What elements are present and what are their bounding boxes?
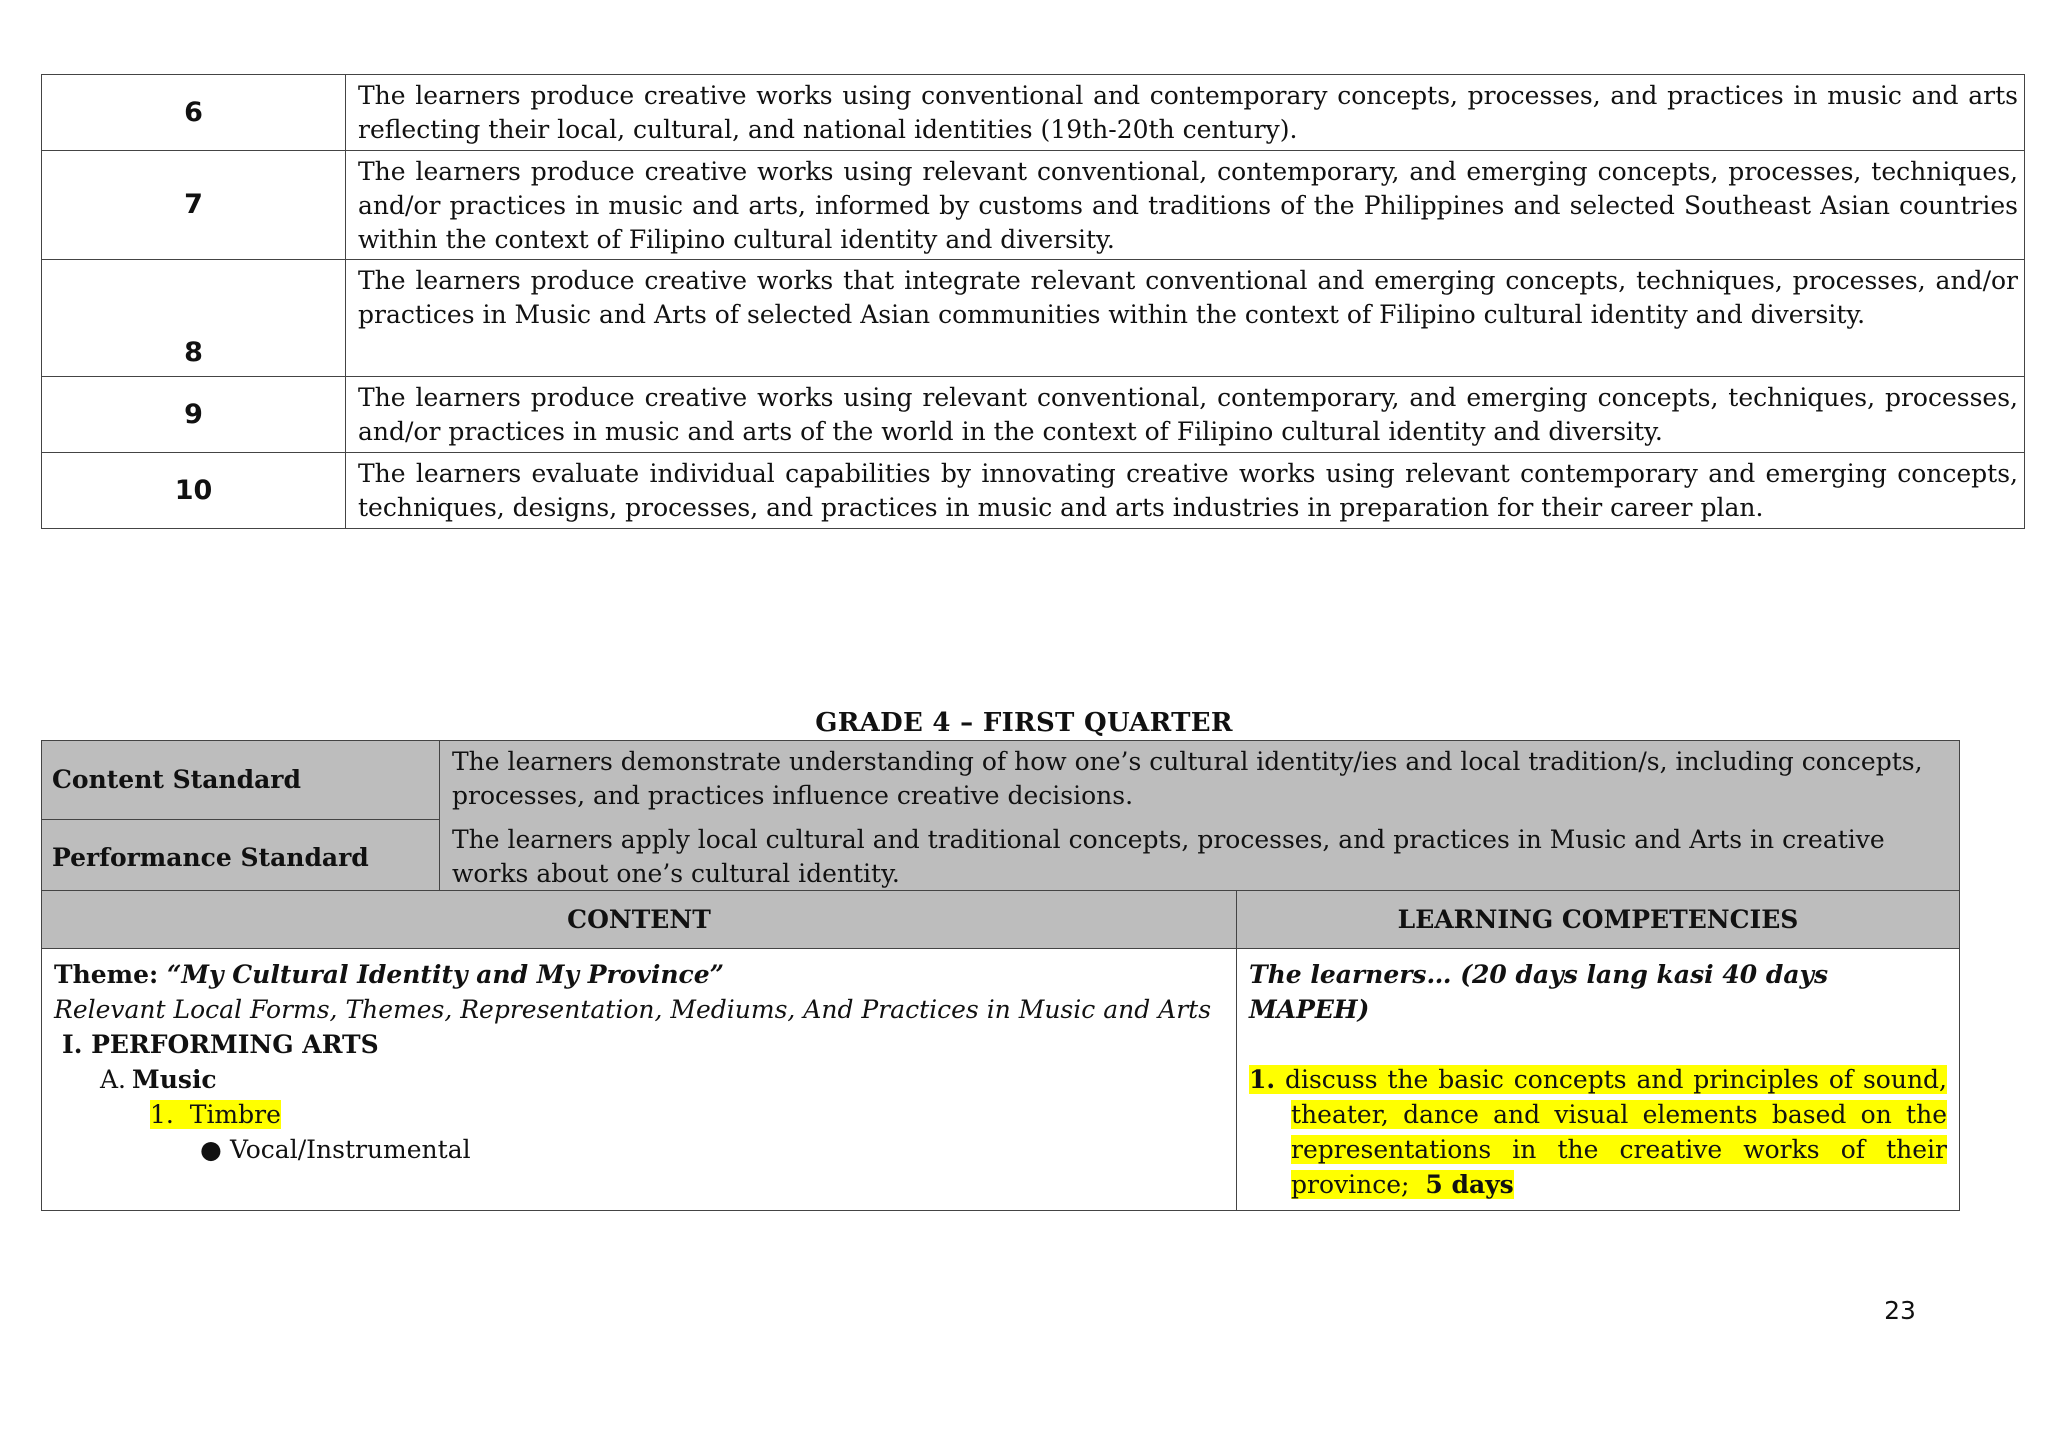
theme-title: “My Cultural Identity and My Province” (167, 960, 725, 989)
bullet-item (54, 1132, 1224, 1167)
table-row (42, 260, 2025, 377)
content-standard-text: The learners demonstrate understanding of how one’s cultural identity/ies and local tradition/s, including concepts, processes, and practices influence creative decisions. (440, 741, 1960, 820)
grade-standard-text: The learners evaluate individual capabilities by innovating creative works using relevant contemporary and emerging concepts, techniques, designs, processes, and practices in music and arts industries in preparation for their career plan. (346, 453, 2025, 529)
competency-number: 1. (1249, 1065, 1276, 1094)
grade-number: 9 (42, 377, 346, 453)
grade-number: 10 (42, 453, 346, 529)
competency-days: 5 days (1425, 1170, 1514, 1199)
competency-text: discuss the basic concepts and principles of sound, theater, dance and visual elements based on the representations in the creative works of their province; (1284, 1065, 1948, 1199)
grade-standard-text: The learners produce creative works using relevant conventional, contemporary, and emerging concepts, processes, techniques, and/or practices in music and arts, informed by customs and traditions of the Philippines and selected Southeast Asian countries within the context of Filipino cultural identity and diversity. (346, 151, 2025, 260)
content-standard-label: Content Standard (42, 741, 440, 820)
item-number: 1. (150, 1100, 174, 1129)
table-row (42, 949, 1960, 1211)
subsection (54, 1062, 1224, 1097)
performance-standard-text: The learners apply local cultural and traditional concepts, processes, and practices in Music and Arts in creative works about one’s cultural identity. (440, 819, 1960, 897)
competency-item (1249, 1062, 1947, 1202)
table-header-row (42, 891, 1960, 949)
grade-number: 6 (42, 75, 346, 151)
competencies-header: LEARNING COMPETENCIES (1237, 891, 1960, 949)
grade-number: 7 (42, 151, 346, 260)
table-row (42, 377, 2025, 453)
table-row (42, 151, 2025, 260)
competency-highlight (1249, 1065, 1947, 1199)
content-cell (42, 949, 1237, 1211)
content-header: CONTENT (42, 891, 1237, 949)
relevant-forms: Relevant Local Forms, Themes, Representation, Mediums, And Practices in Music and Arts (54, 995, 1212, 1024)
theme-line (54, 957, 1224, 992)
bullet-icon: ● (200, 1135, 222, 1164)
standards-table (41, 740, 1960, 897)
performance-standard-label: Performance Standard (42, 819, 440, 897)
table-row (42, 75, 2025, 151)
table-row (42, 453, 2025, 529)
competencies-cell (1237, 949, 1960, 1211)
table-row (42, 819, 1960, 897)
item-highlight (150, 1100, 281, 1129)
competencies-intro: The learners… (20 days lang kasi 40 days MAPEH) (1249, 960, 1829, 1024)
content-table (41, 890, 1960, 1211)
grade-standard-text: The learners produce creative works that integrate relevant conventional and emerging concepts, techniques, processes, and/or practices in Music and Arts of selected Asian communities within the context of Filipino cultural identity and diversity. (346, 260, 2025, 377)
page-number: 23 (1884, 1296, 1916, 1325)
quarter-title: GRADE 4 – FIRST QUARTER (815, 708, 1233, 738)
table-row (42, 741, 1960, 820)
subsection-label: Music (132, 1065, 217, 1094)
grade-standard-text: The learners produce creative works using conventional and contemporary concepts, processes, and practices in music and arts reflecting their local, cultural, and national identities (19th-20th century). (346, 75, 2025, 151)
grade-standards-table (41, 74, 2025, 529)
subsection-letter: A. (100, 1065, 127, 1094)
item-label: Timbre (189, 1100, 281, 1129)
theme-label: Theme: (54, 960, 159, 989)
grade-standard-text: The learners produce creative works using relevant conventional, contemporary, and emerging concepts, techniques, processes, and/or practices in music and arts of the world in the context of Filipino cultural identity and diversity. (346, 377, 2025, 453)
section-heading: I. PERFORMING ARTS (62, 1030, 379, 1059)
grade-number: 8 (42, 260, 346, 377)
list-item (54, 1097, 1224, 1132)
bullet-text: Vocal/Instrumental (230, 1135, 471, 1164)
